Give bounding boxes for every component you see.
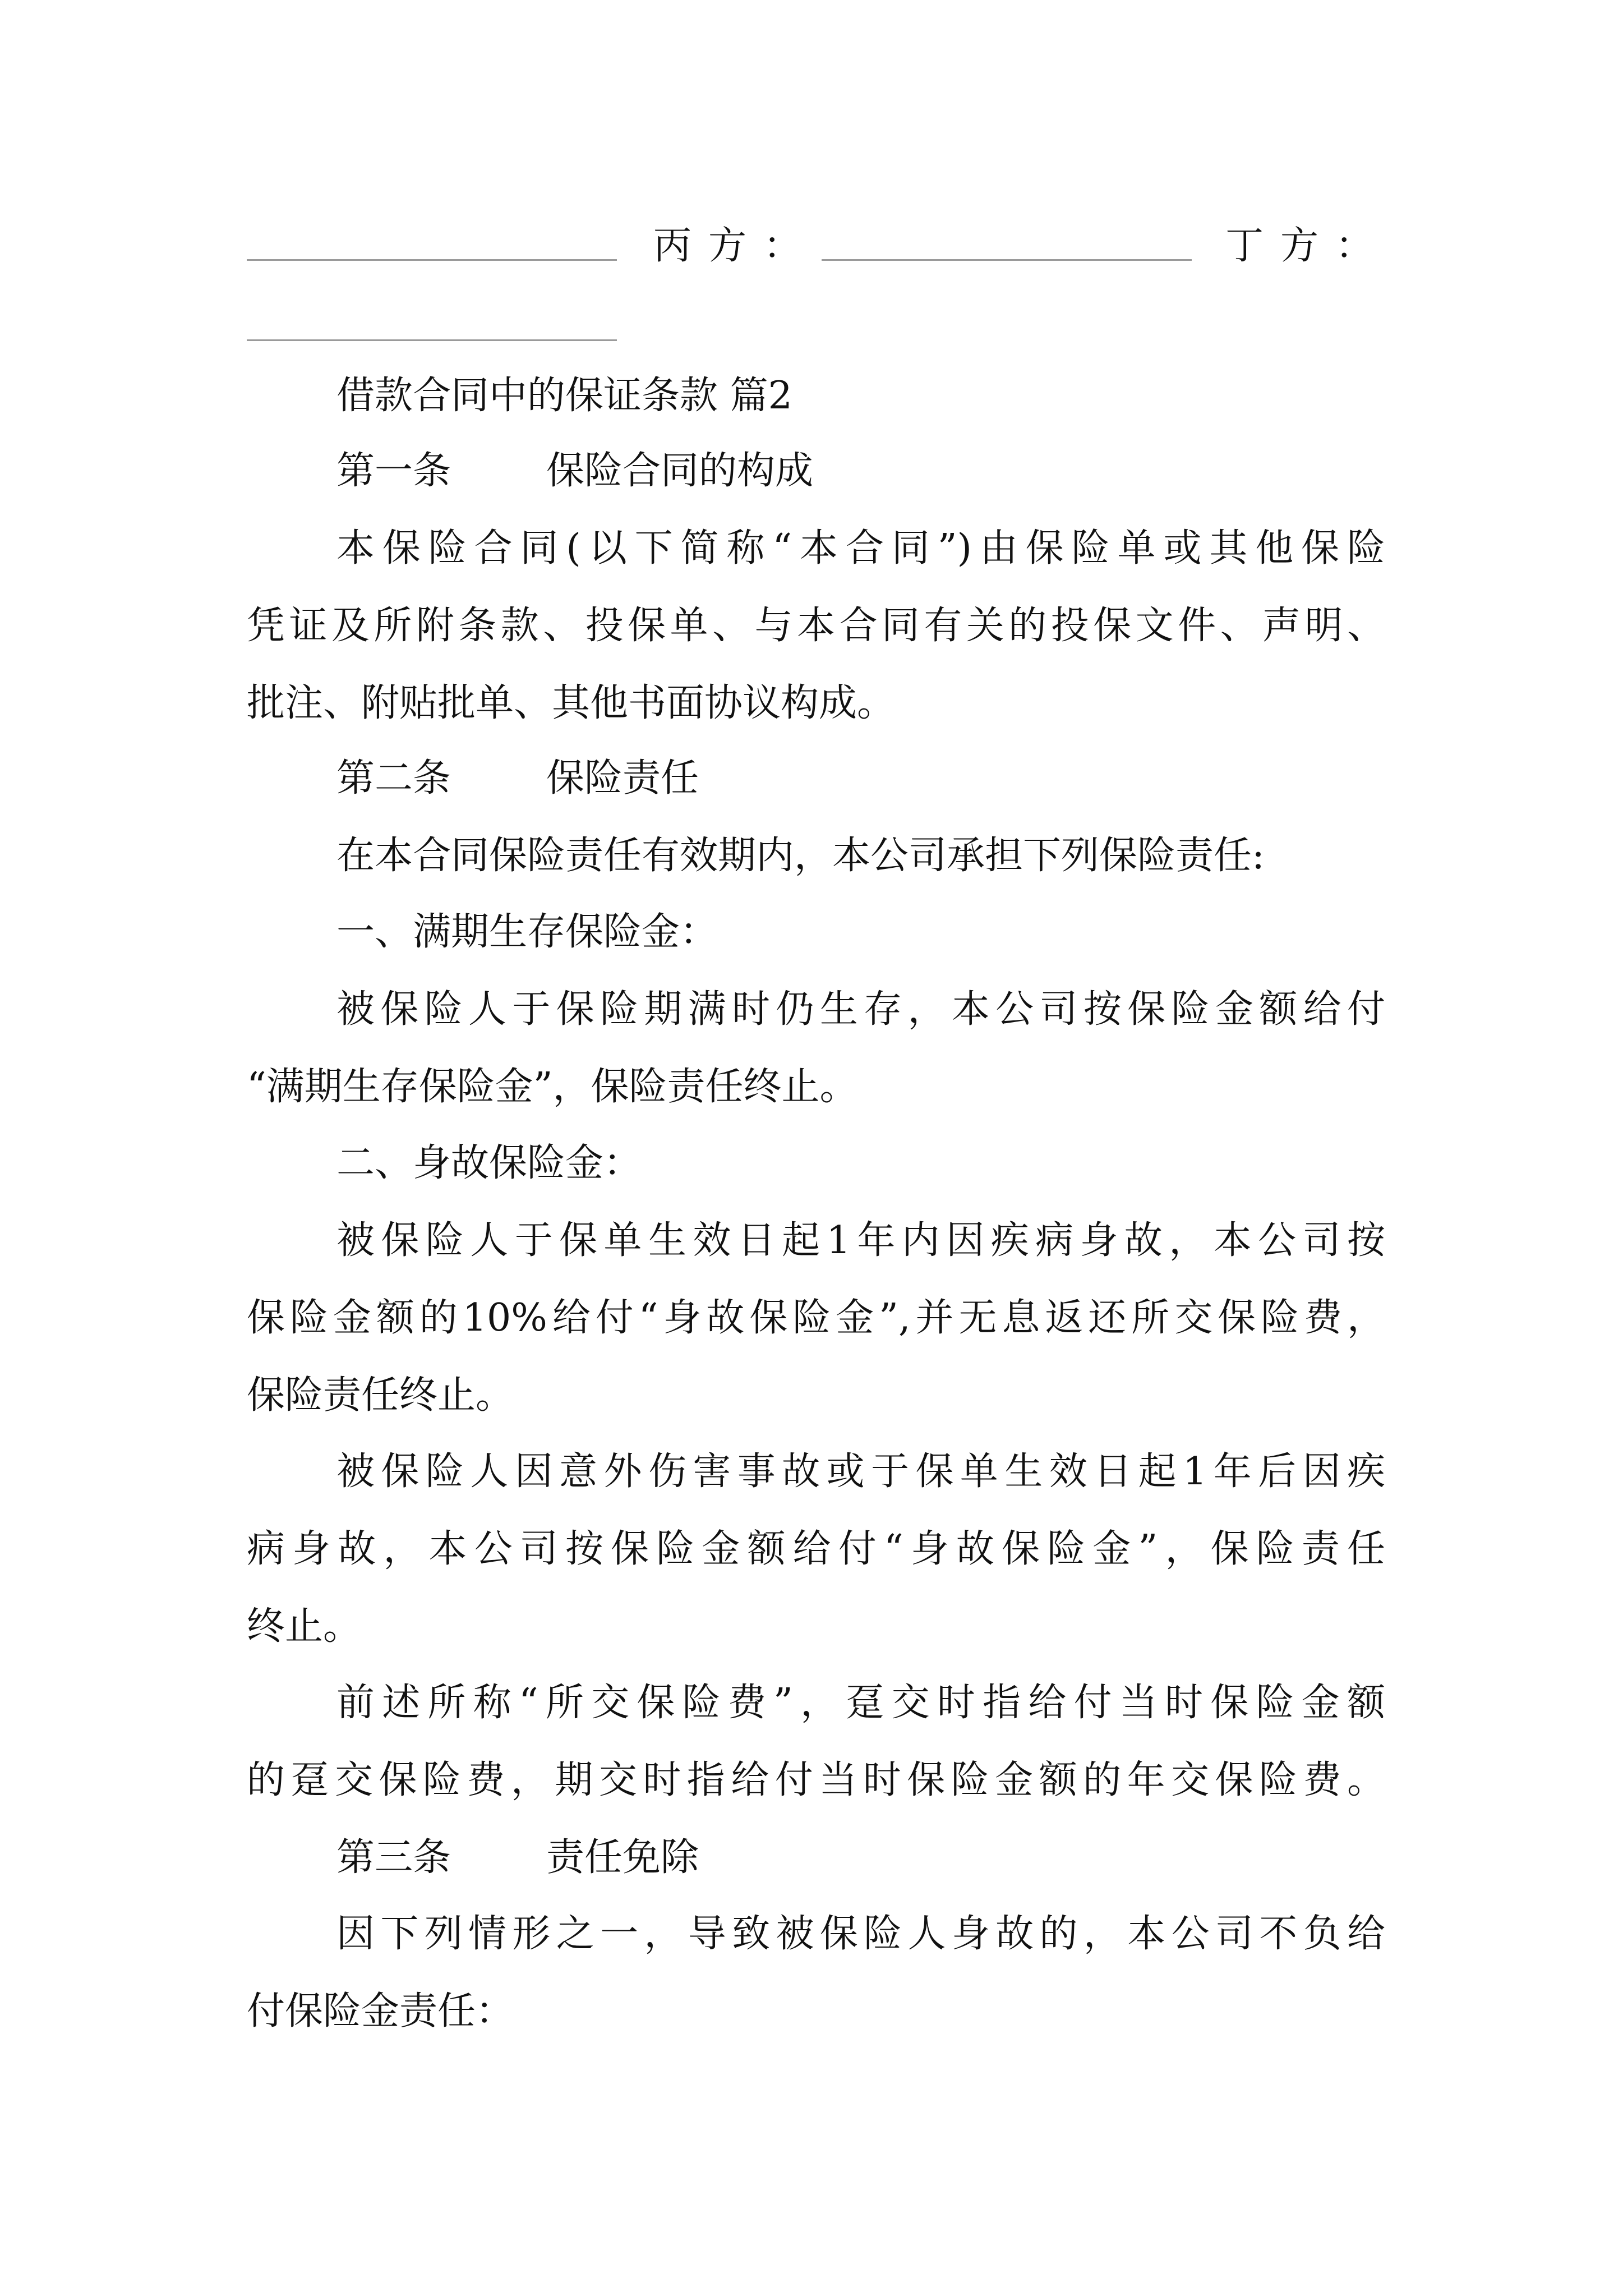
paragraph-line: 本保险合同(以下简称“本合同”)由保险单或其他保险 xyxy=(336,526,1385,570)
paragraph-line: 终止。 xyxy=(247,1604,362,1649)
paragraph-line: 因下列情形之一，导致被保险人身故的，本公司不负给 xyxy=(336,1912,1385,1956)
paragraph-line: 被保险人于保险期满时仍生存，本公司按保险金额给付 xyxy=(336,987,1385,1032)
paragraph-line: 被保险人于保单生效日起1年内因疾病身故，本公司按 xyxy=(336,1218,1385,1263)
party-d-label: 丁方： xyxy=(1225,224,1391,268)
paragraph-line: 病身故，本公司按保险金额给付“身故保险金”，保险责任 xyxy=(247,1527,1385,1571)
paragraph-line: 前述所称“所交保险费”，趸交时指给付当时保险金额 xyxy=(336,1681,1385,1725)
party-c-signature-line xyxy=(822,259,1192,261)
paragraph-line: 一、满期生存保险金： xyxy=(336,910,718,954)
paragraph-line: 二、身故保险金： xyxy=(336,1141,642,1185)
paragraph-line: 被保险人因意外伤害事故或于保单生效日起1年后因疾 xyxy=(336,1450,1385,1494)
article-1-title: 保险合同的构成 xyxy=(546,449,814,493)
article-2-heading xyxy=(336,756,1475,800)
signature-blank-line xyxy=(247,259,617,261)
paragraph-line: 凭证及所附条款、投保单、与本合同有关的投保文件、声明、 xyxy=(247,604,1385,648)
party-d-signature-line xyxy=(247,339,617,341)
article-3-title: 责任免除 xyxy=(546,1835,699,1880)
article-3-number: 第三条 xyxy=(336,1835,451,1880)
paragraph-line: 保险责任终止。 xyxy=(247,1373,514,1418)
article-1-heading xyxy=(336,449,1475,493)
paragraph-line: 批注、附贴批单、其他书面协议构成。 xyxy=(247,681,896,725)
section-heading: 借款合同中的保证条款 篇2 xyxy=(336,374,792,418)
article-1-number: 第一条 xyxy=(336,449,451,493)
paragraph-line: 保险金额的10%给付“身故保险金”,并无息返还所交保险费， xyxy=(247,1296,1385,1340)
party-c-label: 丙方： xyxy=(653,224,819,268)
article-3-heading xyxy=(336,1835,1475,1880)
paragraph-line: 的趸交保险费，期交时指给付当时保险金额的年交保险费。 xyxy=(247,1758,1385,1802)
article-2-number: 第二条 xyxy=(336,756,451,800)
paragraph-line: 在本合同保险责任有效期内，本公司承担下列保险责任: xyxy=(336,834,1265,878)
paragraph-line: “满期生存保险金”，保险责任终止。 xyxy=(247,1065,858,1109)
paragraph-line: 付保险金责任： xyxy=(247,1989,514,2033)
article-2-title: 保险责任 xyxy=(546,756,699,800)
